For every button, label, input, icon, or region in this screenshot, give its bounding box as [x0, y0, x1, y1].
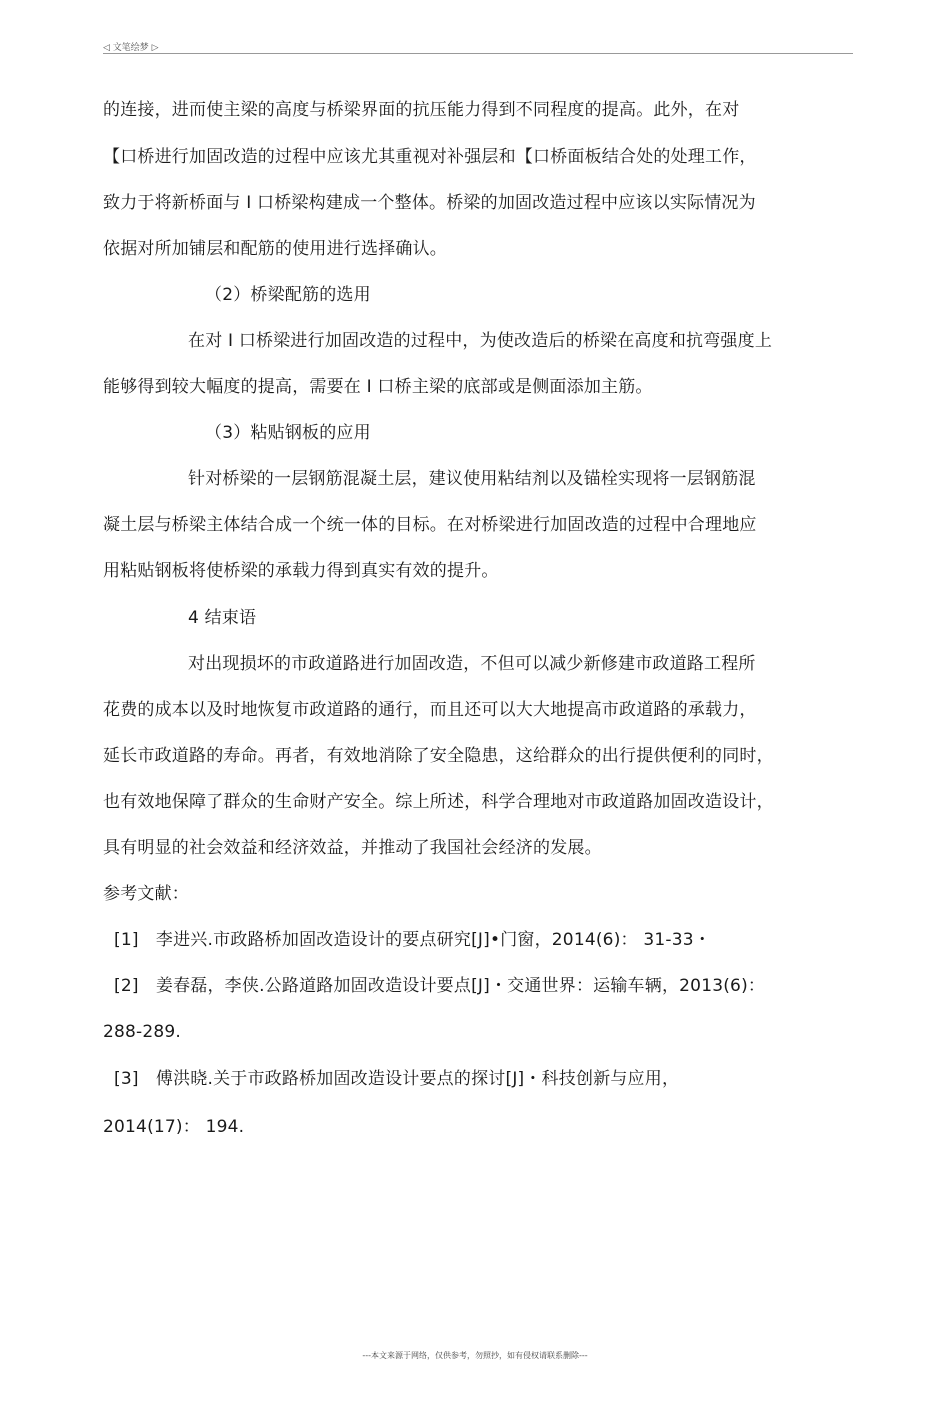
- section-heading: 4 结束语: [188, 608, 257, 628]
- references-title: 参考文献：: [103, 884, 189, 904]
- paragraph-line: 具有明显的社会效益和经济效益，并推动了我国社会经济的发展。: [103, 838, 602, 858]
- reference-item: [2] 姜春磊，李侠.公路道路加固改造设计要点[J]・交通世界：运输车辆，2013(6)：: [114, 976, 766, 996]
- paragraph-line: 延长市政道路的寿命。再者，有效地消除了安全隐患，这给群众的出行提供便利的同时，: [103, 746, 774, 766]
- paragraph-line: 用粘贴钢板将使桥梁的承载力得到真实有效的提升。: [103, 561, 499, 581]
- paragraph-line: 针对桥梁的一层钢筋混凝土层，建议使用粘结剂以及锚栓实现将一层钢筋混: [188, 469, 756, 489]
- paragraph-line: 对出现损坏的市政道路进行加固改造，不但可以减少新修建市政道路工程所: [188, 654, 756, 674]
- paragraph-line: 花费的成本以及时地恢复市政道路的通行，而且还可以大大地提高市政道路的承载力，: [103, 700, 757, 720]
- reference-item-continuation: 2014(17)： 194.: [103, 1117, 245, 1137]
- paragraph-line: 在对 I 口桥梁进行加固改造的过程中，为使改造后的桥梁在高度和抗弯强度上: [188, 331, 773, 351]
- paragraph-line: 的连接，进而使主梁的高度与桥梁界面的抗压能力得到不同程度的提高。此外，在对: [103, 100, 740, 120]
- section-heading: （2）桥梁配筋的选用: [205, 285, 371, 305]
- paragraph-line: 依据对所加铺层和配筋的使用进行选择确认。: [103, 239, 447, 259]
- section-heading: （3）粘贴钢板的应用: [205, 423, 371, 443]
- paragraph-line: 能够得到较大幅度的提高，需要在 I 口桥主梁的底部或是侧面添加主筋。: [103, 377, 653, 397]
- page-footer: ---本文来源于网络，仅供参考，勿照抄，如有侵权请联系删除---: [362, 1351, 588, 1360]
- reference-item: [1] 李进兴.市政路桥加固改造设计的要点研究[J]•门窗，2014(6)： 31-33・: [114, 930, 711, 950]
- paragraph-line: 致力于将新桥面与 I 口桥梁构建成一个整体。桥梁的加固改造过程中应该以实际情况为: [103, 193, 756, 213]
- reference-item-continuation: 288-289.: [103, 1022, 182, 1042]
- header-divider: [103, 53, 853, 54]
- page-header: ◁ 文笔绘梦 ▷: [103, 43, 159, 53]
- paragraph-line: 凝土层与桥梁主体结合成一个统一体的目标。在对桥梁进行加固改造的过程中合理地应: [103, 515, 757, 535]
- paragraph-line: 【口桥进行加固改造的过程中应该尤其重视对补强层和【口桥面板结合处的处理工作，: [103, 147, 757, 167]
- paragraph-line: 也有效地保障了群众的生命财产安全。综上所述，科学合理地对市政道路加固改造设计，: [103, 792, 774, 812]
- reference-item: [3] 傅洪晓.关于市政路桥加固改造设计要点的探讨[J]・科技创新与应用，: [114, 1069, 680, 1089]
